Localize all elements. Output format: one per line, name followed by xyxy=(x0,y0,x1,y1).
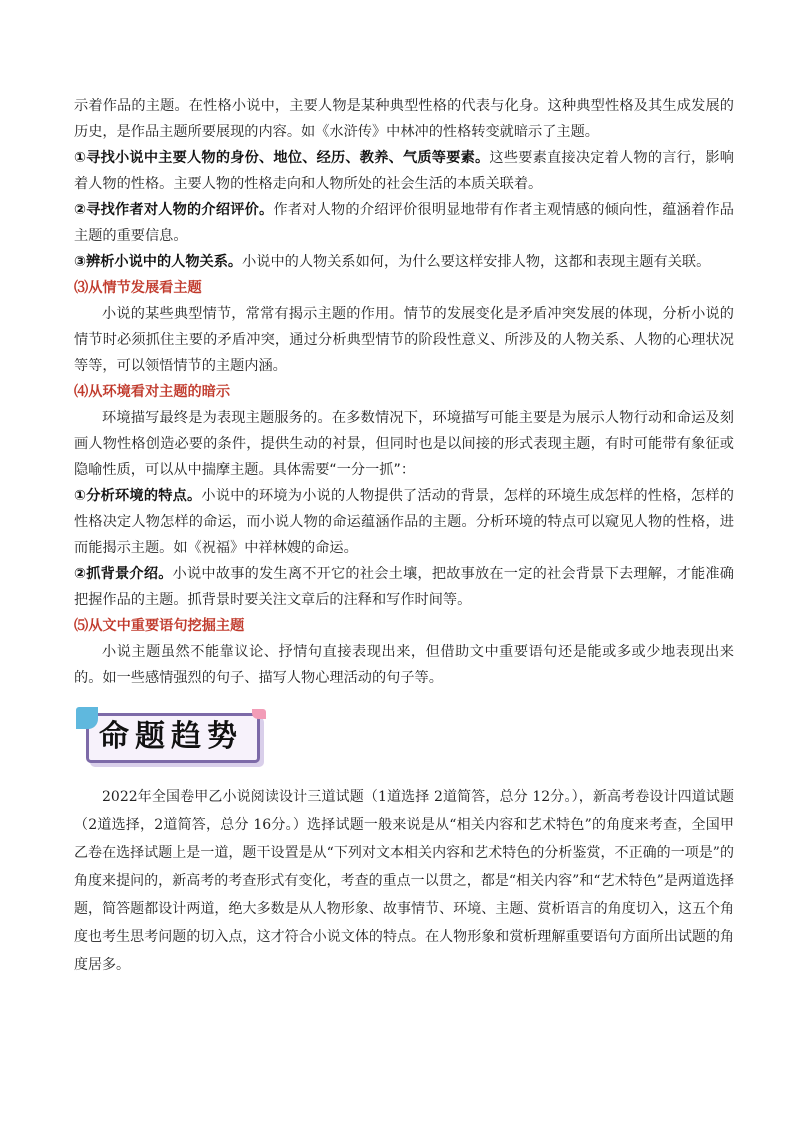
paragraph-intro: 示着作品的主题。在性格小说中，主要人物是某种典型性格的代表与化身。这种典型性格及其生成发展的历史，是作品主题所要展现的内容。如《水浒传》中林冲的性格转变就暗示了主题。 xyxy=(74,98,734,140)
point-3-text: 小说中的人物关系如何，为什么要这样安排人物，这都和表现主题有关联。 xyxy=(242,254,711,270)
trend-section xyxy=(74,783,734,979)
point-1-text: 这些要素直接决定着人物的言行，影响着人物的性格。主要人物的性格走向和人物所处的社会生活的本质关联着。 xyxy=(74,150,734,192)
point-2-text: 作者对人物的介绍评价很明显地带有作者主观情感的倾向性，蕴涵着作品主题的重要信息。 xyxy=(74,202,734,244)
section-5-body: 小说主题虽然不能靠议论、抒情句直接表现出来，但借助文中重要语句还是能或多或少地表现出来的。如一些感情强烈的句子、描写人物心理活动的句子等。 xyxy=(74,644,734,686)
section-4-point-1-title: ①分析环境的特点。 xyxy=(74,488,202,504)
trend-body: 2022年全国卷甲乙小说阅读设计三道试题（1道选择 2道简答，总分 12分。），新高考卷设计四道试题（2道选择，2道简答，总分 16分。）选择试题一般来说是从“相关内容和艺术特色”的角度来考查，全国甲乙卷在选择试题上是一道，题干设置是从“下列对文本相关内容和艺术特色的分析鉴赏，不正确的一项是”的角度来提问的，新高考的考查形式有变化，考查的重点一以贯之，都是“相关内容”和“艺术特色”是两道选择题，简答题都设计两道，绝大多数是从人物形象、故事情节、环境、主题、赏析语言的角度切入，这五个角度也考生思考问题的切入点，这才符合小说文体的特点。在人物形象和赏析理解重要语句方面所出试题的角度居多。 xyxy=(74,789,734,973)
section-4-heading: ⑷从环境看对主题的暗示 xyxy=(74,384,231,400)
section-badge xyxy=(76,707,266,765)
point-3-title: ③辨析小说中的人物关系。 xyxy=(74,254,243,270)
section-3-body: 小说的某些典型情节，常常有揭示主题的作用。情节的发展变化是矛盾冲突发展的体现，分析小说的情节时必须抓住主要的矛盾冲突，通过分析典型情节的阶段性意义、所涉及的人物关系、人物的心理状况等等，可以领悟情节的主题内涵。 xyxy=(74,306,734,374)
section-4-body: 环境描写最终是为表现主题服务的。在多数情况下，环境描写可能主要是为展示人物行动和命运及刻画人物性格创造必要的条件，提供生动的衬景，但同时也是以间接的形式表现主题，有时可能带有象征或隐喻性质，可以从中揣摩主题。具体需要“一分一抓”： xyxy=(74,410,734,478)
document-page xyxy=(74,93,734,979)
section-4-point-2 xyxy=(74,561,734,613)
point-3 xyxy=(74,249,734,275)
section-3-heading: ⑶从情节发展看主题 xyxy=(74,280,202,296)
point-2 xyxy=(74,197,734,249)
badge-ribbon-decoration xyxy=(252,709,266,719)
point-1-title: ①寻找小说中主要人物的身份、地位、经历、教养、气质等要素。 xyxy=(74,150,490,166)
section-4-point-1-text: 小说中的环境为小说的人物提供了活动的背景，怎样的环境生成怎样的性格，怎样的性格决定人物怎样的命运，而小说人物的命运蕴涵作品的主题。分析环境的特点可以窥见人物的性格，进而能揭示主题。如《祝福》中祥林嫂的命运。 xyxy=(74,488,734,556)
section-5-heading: ⑸从文中重要语句挖掘主题 xyxy=(74,618,245,634)
section-4-point-2-text: 小说中故事的发生离不开它的社会土壤，把故事放在一定的社会背景下去理解，才能准确把握作品的主题。抓背景时要关注文章后的注释和写作时间等。 xyxy=(74,566,734,608)
section-4-point-1 xyxy=(74,483,734,561)
badge-title: 命题趋势 xyxy=(99,719,243,754)
point-2-title: ②寻找作者对人物的介绍评价。 xyxy=(74,202,274,218)
section-4-point-2-title: ②抓背景介绍。 xyxy=(74,566,173,582)
point-1 xyxy=(74,145,734,197)
